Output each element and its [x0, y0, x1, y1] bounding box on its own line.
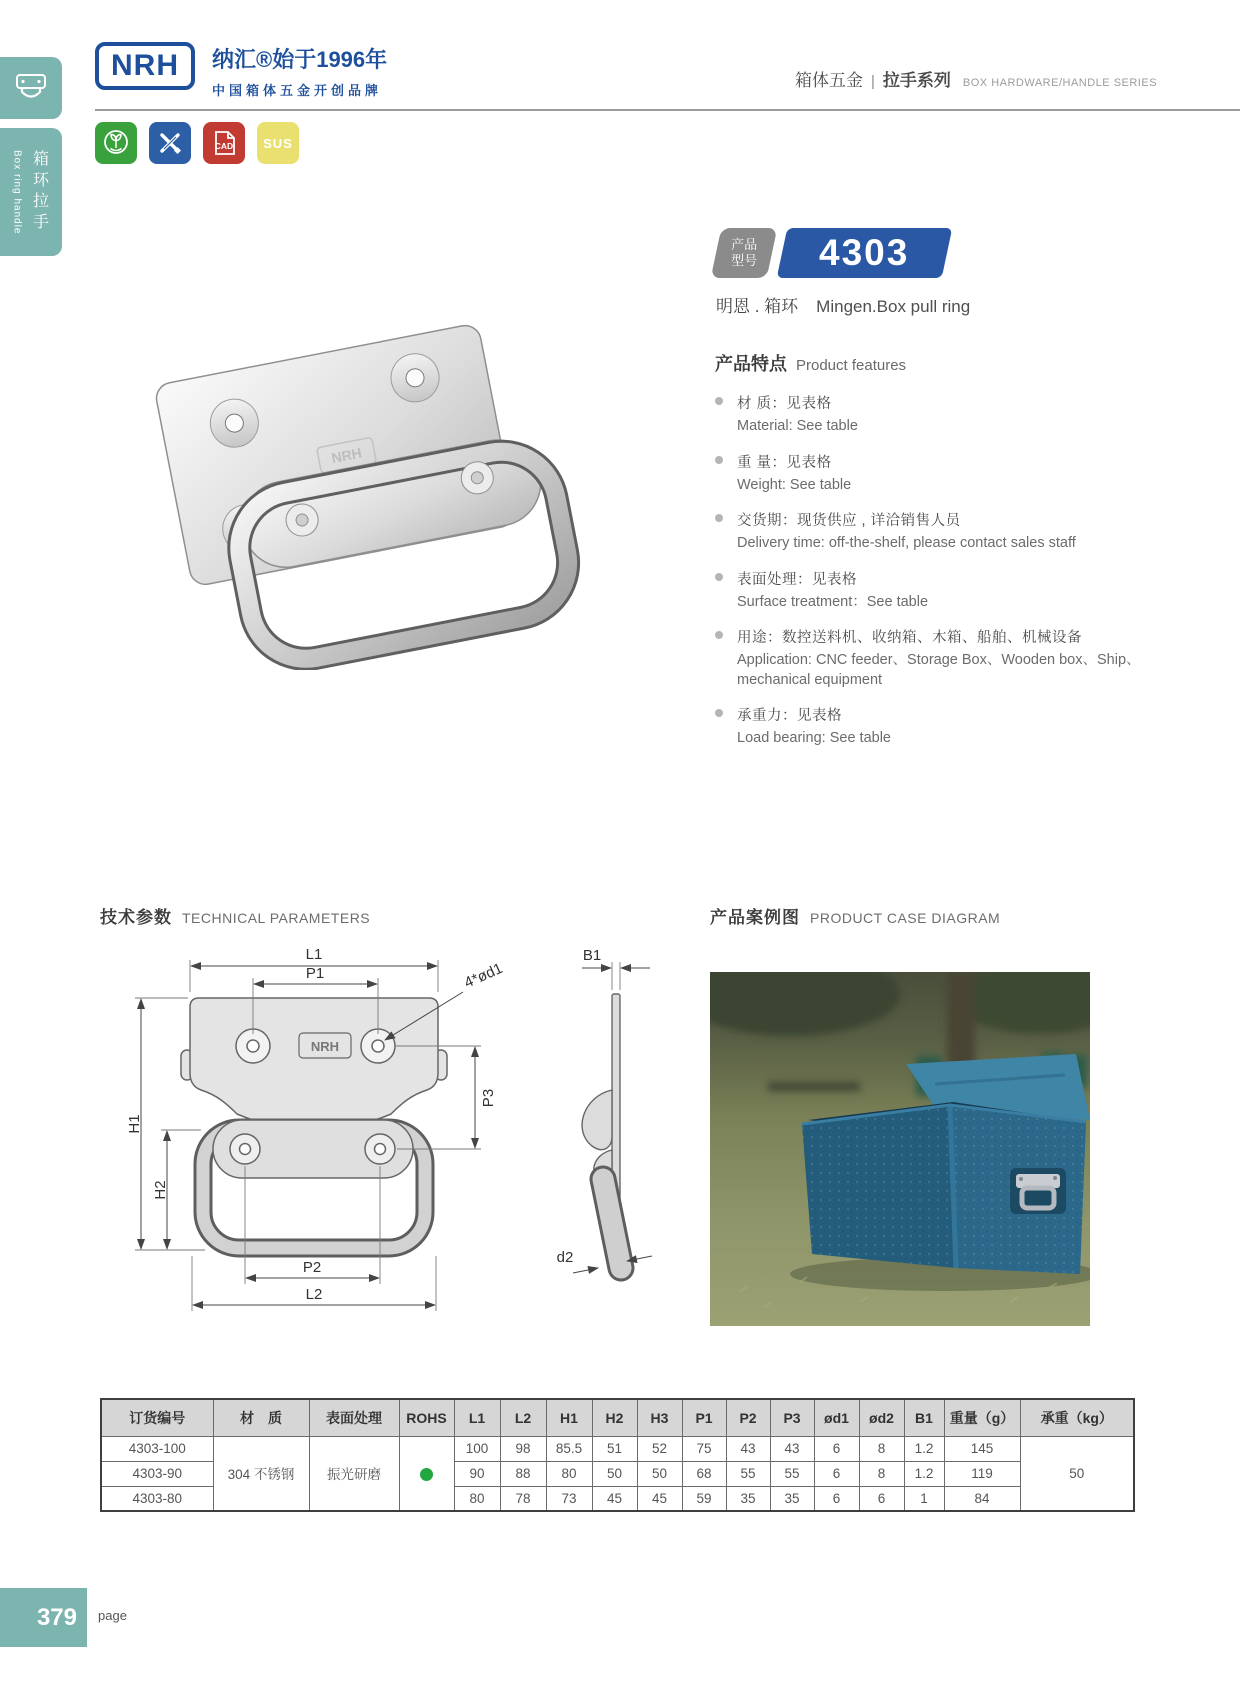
cell-value: 51: [592, 1436, 637, 1461]
cell-value: 45: [592, 1486, 637, 1511]
model-number-banner: [777, 228, 953, 278]
col-p2: P2: [726, 1399, 770, 1436]
col-od1: ød1: [814, 1399, 859, 1436]
page-number: 379: [36, 1603, 77, 1631]
col-h3: H3: [637, 1399, 682, 1436]
brand-slogan: 纳汇®始于1996年: [212, 47, 388, 72]
dim-h1: H1: [126, 1114, 143, 1134]
bullet-dot: [715, 514, 723, 522]
cell-value: 90: [454, 1461, 500, 1486]
feature-load: 承重力：见表格 Load bearing: See table: [715, 704, 1160, 749]
bullet-dot: [715, 397, 723, 405]
cad-document-icon: [208, 127, 240, 159]
dimension-drawing: [95, 938, 655, 1333]
page-label: page: [98, 1608, 127, 1623]
product-name-en: Mingen.Box pull ring: [816, 297, 971, 316]
dim-p2: P2: [302, 1259, 322, 1276]
col-p3: P3: [770, 1399, 814, 1436]
sidebar-tab-current[interactable]: [0, 57, 62, 119]
cell-value: 73: [546, 1486, 592, 1511]
dim-p3: P3: [480, 1088, 497, 1108]
certification-badges: [95, 122, 299, 164]
rohs-pass-dot: [420, 1468, 433, 1481]
drawing-stamp: NRH: [310, 1039, 340, 1054]
feature-weight: 重 量：见表格 Weight: See table: [715, 451, 1160, 496]
cooler-box-photo-illustration: [710, 972, 1090, 1326]
cell-code: 4303-100: [101, 1436, 213, 1461]
plant-icon: [100, 127, 132, 159]
col-surface: 表面处理: [309, 1399, 399, 1436]
dim-h2: H2: [152, 1180, 169, 1200]
dim-hole-note: 4*ød1: [461, 959, 506, 992]
cell-value: 43: [726, 1436, 770, 1461]
dim-p1: P1: [305, 965, 325, 982]
bullet-dot: [715, 631, 723, 639]
cell-value: 84: [944, 1486, 1020, 1511]
photo-stamp: NRH: [330, 444, 363, 467]
cell-value: 43: [770, 1436, 814, 1461]
case-photo: [710, 972, 1090, 1331]
model-tag: [711, 228, 778, 278]
tools-icon: [154, 127, 186, 159]
col-b1: B1: [904, 1399, 944, 1436]
col-weight: 重量（g）: [944, 1399, 1020, 1436]
cell-value: 50: [592, 1461, 637, 1486]
page-number-block: [0, 1588, 87, 1647]
cell-value: 80: [546, 1461, 592, 1486]
feature-application: 用途：数控送料机、收纳箱、木箱、船舶、机械设备 Application: CNC feeder、Storage Box、Wooden box、Ship、mechanical equipment: [715, 626, 1160, 690]
product-photo: [115, 295, 615, 675]
sidebar-tab-box-ring-handle[interactable]: [0, 128, 62, 256]
cell-value: 6: [814, 1486, 859, 1511]
feature-surface: 表面处理：见表格 Surface treatment：See table: [715, 568, 1160, 613]
sidebar-label-en: Box ring handle: [11, 149, 23, 235]
cell-value: 50: [637, 1461, 682, 1486]
product-features: [715, 350, 1160, 763]
cell-value: 35: [770, 1486, 814, 1511]
series-name: 拉手系列: [882, 71, 951, 90]
cell-value: 80: [454, 1486, 500, 1511]
cad-label: CAD: [214, 141, 234, 151]
col-l2: L2: [500, 1399, 546, 1436]
series-separator: |: [871, 73, 875, 90]
cad-badge: [203, 122, 245, 164]
feature-delivery: 交货期：现货供应 , 详洽销售人员 Delivery time: off-the-shelf, please contact sales staff: [715, 509, 1160, 554]
cell-value: 100: [454, 1436, 500, 1461]
model-tag-label: 产品 型号: [730, 237, 757, 268]
bullet-dot: [715, 709, 723, 717]
cell-value: 35: [726, 1486, 770, 1511]
eco-badge: [95, 122, 137, 164]
cell-rohs: [399, 1436, 454, 1511]
features-title: 产品特点 Product features: [715, 354, 907, 374]
cell-value: 1: [904, 1486, 944, 1511]
cell-value: 6: [859, 1486, 904, 1511]
handle-photo-illustration: [115, 295, 615, 670]
cell-value: 55: [726, 1461, 770, 1486]
bullet-dot: [715, 456, 723, 464]
series-header: [795, 66, 1157, 91]
cell-value: 1.2: [904, 1461, 944, 1486]
product-case-heading: 产品案例图 PRODUCT CASE DIAGRAM: [710, 908, 1001, 927]
box-handle-icon: [11, 70, 51, 106]
dim-l1: L1: [305, 946, 323, 963]
col-l1: L1: [454, 1399, 500, 1436]
nrh-logo: NRH: [95, 42, 195, 90]
col-order-number: 订货编号: [101, 1399, 213, 1436]
header-divider: [95, 109, 1240, 111]
col-rohs: ROHS: [399, 1399, 454, 1436]
cell-value: 119: [944, 1461, 1020, 1486]
technical-parameters-heading: 技术参数 TECHNICAL PARAMETERS: [100, 908, 371, 927]
model-number: 4303: [819, 232, 910, 273]
box-handle: [1010, 1168, 1066, 1214]
cell-value: 1.2: [904, 1436, 944, 1461]
table-row: [101, 1436, 1134, 1461]
cell-value: 85.5: [546, 1436, 592, 1461]
cell-load: 50: [1020, 1436, 1134, 1511]
sus-label: SUS: [263, 135, 293, 151]
cell-value: 6: [814, 1436, 859, 1461]
sus-badge: [257, 122, 299, 164]
cell-value: 98: [500, 1436, 546, 1461]
cell-value: 45: [637, 1486, 682, 1511]
sidebar-label-cn: 箱环拉手: [30, 150, 48, 234]
technical-drawing: [95, 938, 655, 1338]
dim-d2: d2: [556, 1249, 574, 1266]
col-h2: H2: [592, 1399, 637, 1436]
brand-block: [212, 43, 387, 99]
cell-value: 145: [944, 1436, 1020, 1461]
product-name: [716, 292, 970, 317]
cell-value: 55: [770, 1461, 814, 1486]
spec-table: [100, 1398, 1135, 1512]
cell-value: 75: [682, 1436, 726, 1461]
cell-value: 6: [814, 1461, 859, 1486]
feature-material: 材 质：见表格 Material: See table: [715, 392, 1160, 437]
bullet-dot: [715, 573, 723, 581]
cell-code: 4303-90: [101, 1461, 213, 1486]
cell-code: 4303-80: [101, 1486, 213, 1511]
model-banner: [716, 228, 947, 278]
dim-b1: B1: [582, 947, 602, 964]
cell-material: 304 不锈钢: [213, 1436, 309, 1511]
cell-value: 8: [859, 1461, 904, 1486]
cell-value: 8: [859, 1436, 904, 1461]
brand-subtitle: 中国箱体五金开创品牌: [212, 83, 383, 98]
cell-surface: 振光研磨: [309, 1436, 399, 1511]
col-load: 承重（kg）: [1020, 1399, 1134, 1436]
col-material: 材 质: [213, 1399, 309, 1436]
cell-value: 88: [500, 1461, 546, 1486]
table-header-row: [101, 1399, 1134, 1436]
cell-value: 78: [500, 1486, 546, 1511]
design-badge: [149, 122, 191, 164]
col-od2: ød2: [859, 1399, 904, 1436]
series-name-en: BOX HARDWARE/HANDLE SERIES: [962, 77, 1158, 89]
col-h1: H1: [546, 1399, 592, 1436]
dim-l2: L2: [305, 1286, 323, 1303]
product-name-cn: 明恩 . 箱环: [716, 297, 799, 316]
cell-value: 68: [682, 1461, 726, 1486]
series-category: 箱体五金: [795, 71, 863, 90]
cell-value: 59: [682, 1486, 726, 1511]
cell-value: 52: [637, 1436, 682, 1461]
col-p1: P1: [682, 1399, 726, 1436]
